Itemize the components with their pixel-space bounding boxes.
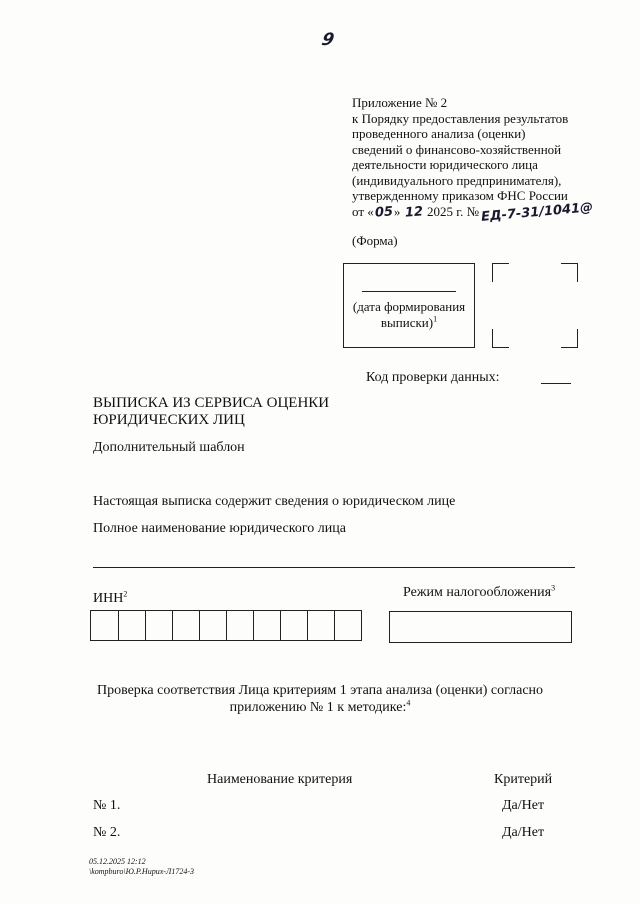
inn-digit-box xyxy=(199,611,226,640)
footnote-marker: 2 xyxy=(123,589,128,599)
criteria-intro-line1: Проверка соответствия Лица критериям 1 этапа анализа (оценки) согласно xyxy=(96,683,544,698)
verification-code-line xyxy=(541,383,571,384)
appendix-date-line xyxy=(352,199,602,225)
document-title xyxy=(93,395,353,429)
date-box-caption xyxy=(344,299,474,331)
formation-date-box xyxy=(343,263,475,348)
appendix-line: проведенного анализа (оценки) xyxy=(352,126,526,141)
appendix-line: Приложение № 2 xyxy=(352,95,448,110)
appendix-line: сведений о финансово-хозяйственной xyxy=(352,141,562,157)
tax-regime-label-text: Режим налогообложения xyxy=(403,585,552,600)
inn-digit-box xyxy=(280,611,307,640)
appendix-header xyxy=(352,95,602,225)
template-label: Дополнительный шаблон xyxy=(93,440,245,455)
qr-frame-corner-bottom-right xyxy=(561,329,578,348)
qr-frame-corner-top-left xyxy=(492,263,509,282)
footer-timestamp: 05.12.2025 12:12 xyxy=(89,857,146,866)
full-name-line xyxy=(93,567,575,568)
form-label: (Форма) xyxy=(352,233,398,248)
appendix-line: деятельности юридического лица xyxy=(352,157,538,172)
appendix-line: утвержденному приказом ФНС России xyxy=(352,188,568,203)
tax-regime-label xyxy=(403,584,555,601)
page-number: 9 xyxy=(319,30,336,50)
criterion-row-number: № 1. xyxy=(93,798,121,813)
date-caption-line1: (дата формирования xyxy=(352,299,466,314)
criterion-row-value: Да/Нет xyxy=(502,825,545,840)
date-prefix: от « xyxy=(352,203,374,219)
qr-frame-corner-top-right xyxy=(561,263,578,282)
criterion-row-value: Да/Нет xyxy=(502,798,545,813)
date-caption-line2: выписки) xyxy=(380,315,434,330)
tax-regime-box xyxy=(389,611,572,643)
footer-path: \kompburo\Ю.Р.Ниpux-Л1724-3 xyxy=(89,867,195,876)
inn-digit-box xyxy=(145,611,172,640)
criteria-intro-line2: приложению № 1 к методике: xyxy=(229,700,407,715)
handwritten-order-number: ЕД-7-31/1041@ xyxy=(480,199,594,225)
footnote-marker: 4 xyxy=(406,698,411,708)
criterion-row-number: № 2. xyxy=(93,825,121,840)
criterion-name-header: Наименование критерия xyxy=(207,772,353,787)
title-line2: ЮРИДИЧЕСКИХ ЛИЦ xyxy=(93,412,245,428)
date-year: 2025 г. № xyxy=(426,203,479,219)
qr-frame-corner-bottom-left xyxy=(492,329,509,348)
criteria-intro xyxy=(90,682,550,716)
inn-label-text: ИНН xyxy=(93,591,124,606)
appendix-line: к Порядку предоставления результатов xyxy=(352,110,569,126)
inn-digit-box xyxy=(226,611,253,640)
footnote-marker: 3 xyxy=(551,583,556,593)
full-name-label: Полное наименование юридического лица xyxy=(93,521,346,536)
footer-stamp xyxy=(89,857,194,877)
verification-code-label: Код проверки данных: xyxy=(366,370,500,385)
criterion-header: Критерий xyxy=(494,772,553,787)
inn-digit-box xyxy=(118,611,145,640)
footnote-marker: 1 xyxy=(433,314,438,324)
inn-digit-box xyxy=(253,611,280,640)
date-entry-line xyxy=(362,291,456,292)
appendix-line: (индивидуального предпринимателя), xyxy=(352,172,562,188)
inn-digit-box xyxy=(172,611,199,640)
inn-digit-box xyxy=(334,611,361,640)
date-mid: » xyxy=(393,203,401,219)
inn-digit-box xyxy=(307,611,334,640)
title-line1: ВЫПИСКА ИЗ СЕРВИСА ОЦЕНКИ xyxy=(93,395,330,411)
inn-digit-boxes xyxy=(90,610,362,641)
handwritten-month: 12 xyxy=(404,203,424,221)
contains-info-label: Настоящая выписка содержит сведения о юридическом лице xyxy=(93,494,456,509)
handwritten-day: 05 xyxy=(374,203,394,221)
inn-label xyxy=(93,590,127,607)
inn-digit-box xyxy=(91,611,118,640)
